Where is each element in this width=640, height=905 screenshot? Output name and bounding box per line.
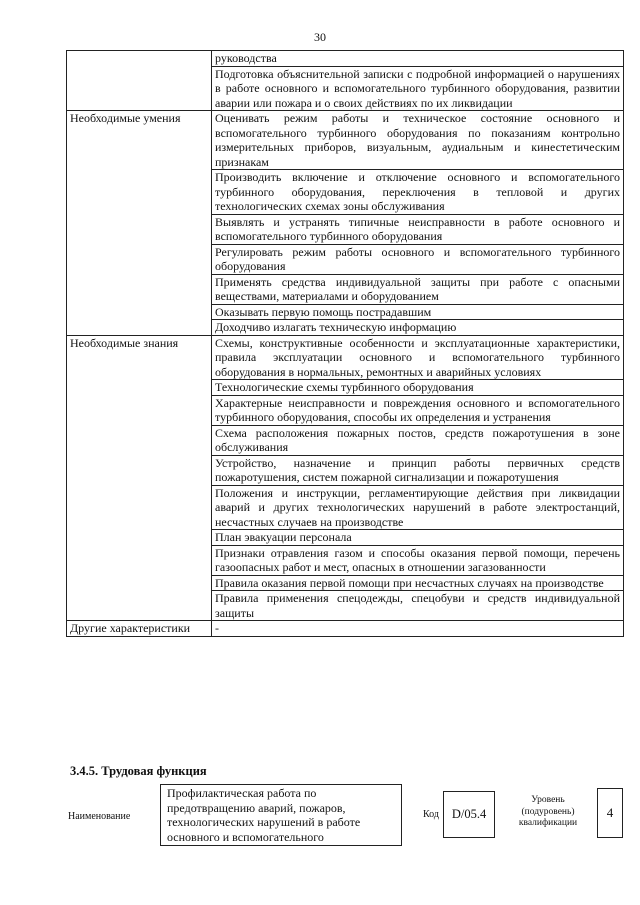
row-group-label: Необходимые умения [67, 111, 212, 336]
row-description: Схемы, конструктивные особенности и эксплуатационные характеристики, правила эксплуатации основного и вспомогательного турбинного оборудования в нормальных, ремонтных и аварийных условиях [212, 335, 624, 380]
row-description: Положения и инструкции, регламентирующие действия при ликвидации аварий и других технологических нарушений в работе электростанций, несчастных случаев на производстве [212, 485, 624, 530]
code-label: Код [423, 809, 439, 820]
code-value: D/05.4 [443, 791, 495, 838]
section-title: 3.4.5. Трудовая функция [70, 764, 207, 778]
row-description: Применять средства индивидуальной защиты при работе с опасными веществами, материалами и оборудованием [212, 274, 624, 304]
row-group-label: Другие характеристики [67, 621, 212, 637]
table-row [67, 51, 624, 67]
name-label: Наименование [68, 811, 131, 822]
row-description: Технологические схемы турбинного оборудования [212, 380, 624, 396]
row-description: Правила применения спецодежды, спецобуви и средств индивидуальной защиты [212, 591, 624, 621]
name-value: Профилактическая работа по предотвращению аварий, пожаров, технологических нарушений в работе основного и вспомогательного [160, 784, 402, 846]
table-row [67, 621, 624, 637]
table-row [67, 335, 624, 380]
row-description: Устройство, назначение и принцип работы первичных средств пожаротушения, систем пожарной сигнализации и пожаротушения [212, 455, 624, 485]
page-number: 30 [314, 30, 326, 44]
row-description: Выявлять и устранять типичные неисправности в работе основного и вспомогательного турбинного оборудования [212, 214, 624, 244]
level-value: 4 [597, 788, 623, 838]
row-group-label [67, 51, 212, 111]
row-description: руководства [212, 51, 624, 67]
row-group-label: Необходимые знания [67, 335, 212, 621]
row-description: Схема расположения пожарных постов, средств пожаротушения в зоне обслуживания [212, 425, 624, 455]
table-row [67, 111, 624, 170]
row-description: Производить включение и отключение основного и вспомогательного турбинного оборудования, переключения в тепловой и других технологических схемах зоны обслуживания [212, 170, 624, 215]
row-description: - [212, 621, 624, 637]
row-description: Правила оказания первой помощи при несчастных случаях на производстве [212, 575, 624, 591]
row-description: Оказывать первую помощь пострадавшим [212, 304, 624, 320]
row-description: Подготовка объяснительной записки с подробной информацией о нарушениях в работе основного и вспомогательного турбинного оборудования, развитии аварии или пожара и о своих действиях по их ликвидации [212, 66, 624, 111]
row-description: Оценивать режим работы и техническое состояние основного и вспомогательного турбинного оборудования по показаниям контрольно измерительных приборов, визуальным, аудиальным и кинестетическим признакам [212, 111, 624, 170]
competency-table [66, 50, 624, 637]
row-description: Признаки отравления газом и способы оказания первой помощи, перечень газоопасных работ и мест, опасных в отношении загазованности [212, 545, 624, 575]
row-description: План эвакуации персонала [212, 530, 624, 546]
row-description: Регулировать режим работы основного и вспомогательного турбинного оборудования [212, 244, 624, 274]
row-description: Характерные неисправности и повреждения основного и вспомогательного турбинного оборудования, способы их определения и устранения [212, 395, 624, 425]
row-description: Доходчиво излагать техническую информацию [212, 320, 624, 336]
level-label: Уровень (подуровень) квалификации [518, 795, 578, 828]
